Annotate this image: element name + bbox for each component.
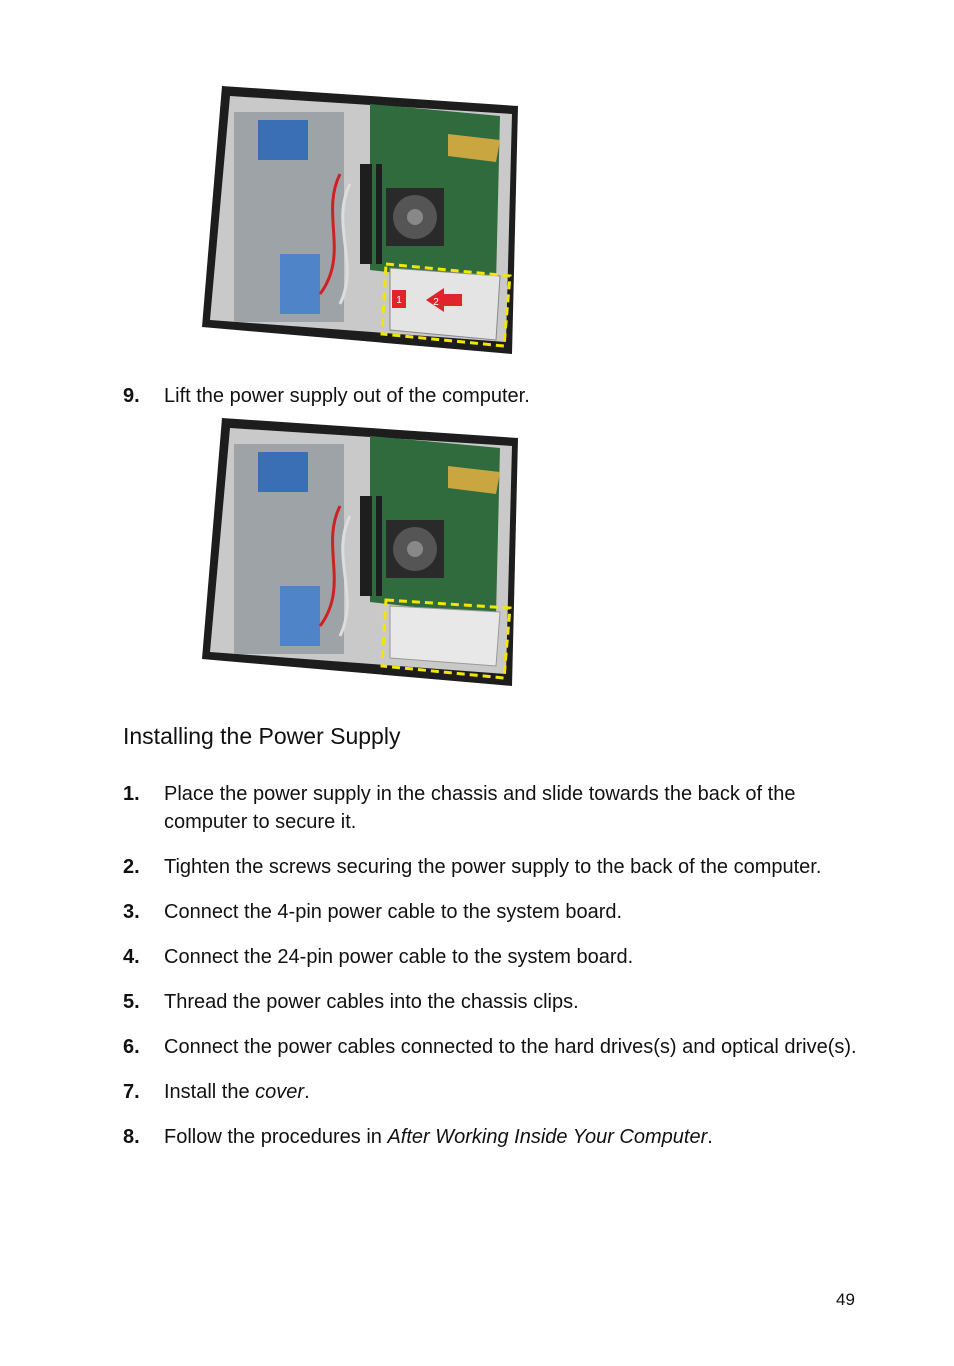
step-number: 7. [123, 1081, 140, 1103]
callout-2: 2 [433, 297, 439, 308]
step-number: 5. [123, 991, 140, 1013]
step-text-post: . [707, 1126, 713, 1148]
step-8 [123, 1123, 863, 1151]
step-text: Tighten the screws securing the power supply to the back of the computer. [164, 856, 822, 878]
cover-link[interactable]: cover [255, 1081, 305, 1103]
page-number: 49 [836, 1290, 855, 1309]
callout-1: 1 [396, 295, 402, 306]
step-text [164, 1078, 863, 1106]
step-text [164, 1123, 863, 1151]
step-number: 1. [123, 783, 140, 805]
step-number: 8. [123, 1126, 140, 1148]
chassis-illustration [200, 84, 520, 359]
step-text-pre: Follow the procedures in [164, 1126, 388, 1148]
step-3 [123, 898, 863, 926]
installation-steps [123, 780, 863, 1168]
chassis-illustration [200, 416, 520, 691]
figure-power-supply-removal [200, 84, 520, 359]
step-text: Place the power supply in the chassis and slide towards the back of the computer to secure it. [164, 783, 796, 833]
step-number: 3. [123, 901, 140, 923]
figure-power-supply-lifted [200, 416, 520, 691]
step-5 [123, 988, 863, 1016]
after-working-link[interactable]: After Working Inside Your Computer [387, 1126, 708, 1148]
step-number: 9. [123, 385, 140, 407]
step-6 [123, 1033, 863, 1061]
step-4 [123, 943, 863, 971]
step-9 [123, 382, 883, 410]
step-number: 6. [123, 1036, 140, 1058]
step-text: Connect the power cables connected to the hard drives(s) and optical drive(s). [164, 1036, 857, 1058]
step-text: Thread the power cables into the chassis clips. [164, 991, 579, 1013]
step-2 [123, 853, 863, 881]
step-number: 4. [123, 946, 140, 968]
step-number: 2. [123, 856, 140, 878]
step-text-pre: Install the [164, 1081, 256, 1103]
section-title: Installing the Power Supply [123, 723, 401, 749]
step-text: Connect the 24-pin power cable to the system board. [164, 946, 634, 968]
step-1 [123, 780, 863, 836]
step-7 [123, 1078, 863, 1106]
step-text: Lift the power supply out of the computer. [164, 385, 530, 407]
step-text-post: . [304, 1081, 310, 1103]
step-text: Connect the 4-pin power cable to the system board. [164, 901, 623, 923]
